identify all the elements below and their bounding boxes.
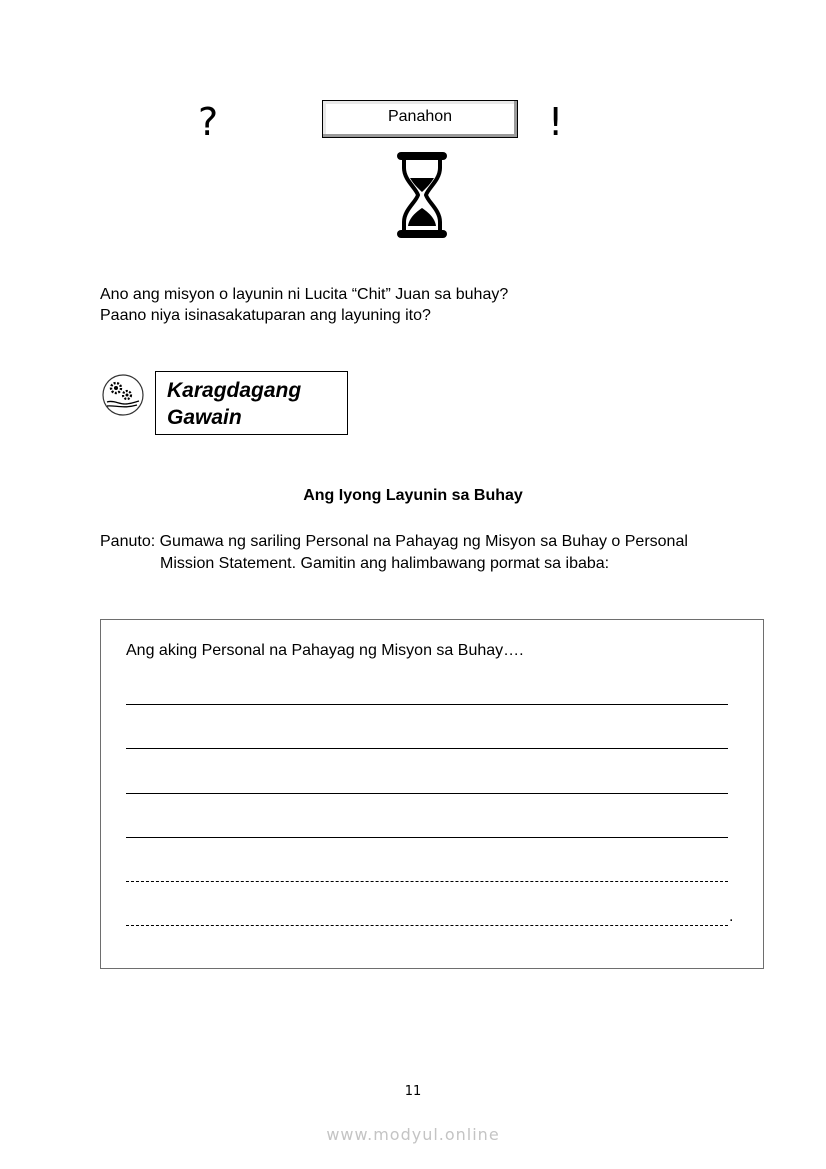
instructions: [100, 531, 750, 575]
instructions-line-2: Mission Statement. Gamitin ang halimbawang pormat sa ibaba:: [160, 555, 610, 572]
watermark: www.modyul.online: [326, 1125, 500, 1144]
question-mark: ?: [198, 100, 219, 144]
hourglass-icon: [394, 150, 450, 240]
answer-box-heading: Ang aking Personal na Pahayag ng Misyon sa Buhay….: [126, 642, 524, 659]
writing-line[interactable]: [126, 748, 728, 749]
activity-title-line-1: Karagdagang: [167, 379, 302, 402]
writing-line[interactable]: [126, 925, 728, 926]
question-line-1: Ano ang misyon o layunin ni Lucita “Chit” Juan sa buhay?: [100, 286, 509, 303]
page-number: 11: [404, 1084, 422, 1099]
activity-title-line-2: Gawain: [167, 406, 242, 429]
end-period: .: [729, 908, 734, 925]
writing-line[interactable]: [126, 881, 728, 882]
reflection-question: [100, 284, 508, 326]
gears-hand-icon: [101, 374, 145, 416]
writing-line[interactable]: [126, 704, 728, 705]
answer-box: [100, 619, 764, 969]
instructions-line-1: Panuto: Gumawa ng sariling Personal na Pahayag ng Misyon sa Buhay o Personal: [100, 533, 688, 550]
activity-title-box: [155, 371, 348, 435]
writing-line[interactable]: [126, 793, 728, 794]
section-title: Ang Iyong Layunin sa Buhay: [303, 487, 523, 504]
writing-line[interactable]: [126, 837, 728, 838]
question-line-2: Paano niya isinasakatuparan ang layuning ito?: [100, 307, 431, 324]
exclamation-mark: !: [548, 100, 564, 144]
panahon-label-box: Panahon: [322, 100, 518, 138]
